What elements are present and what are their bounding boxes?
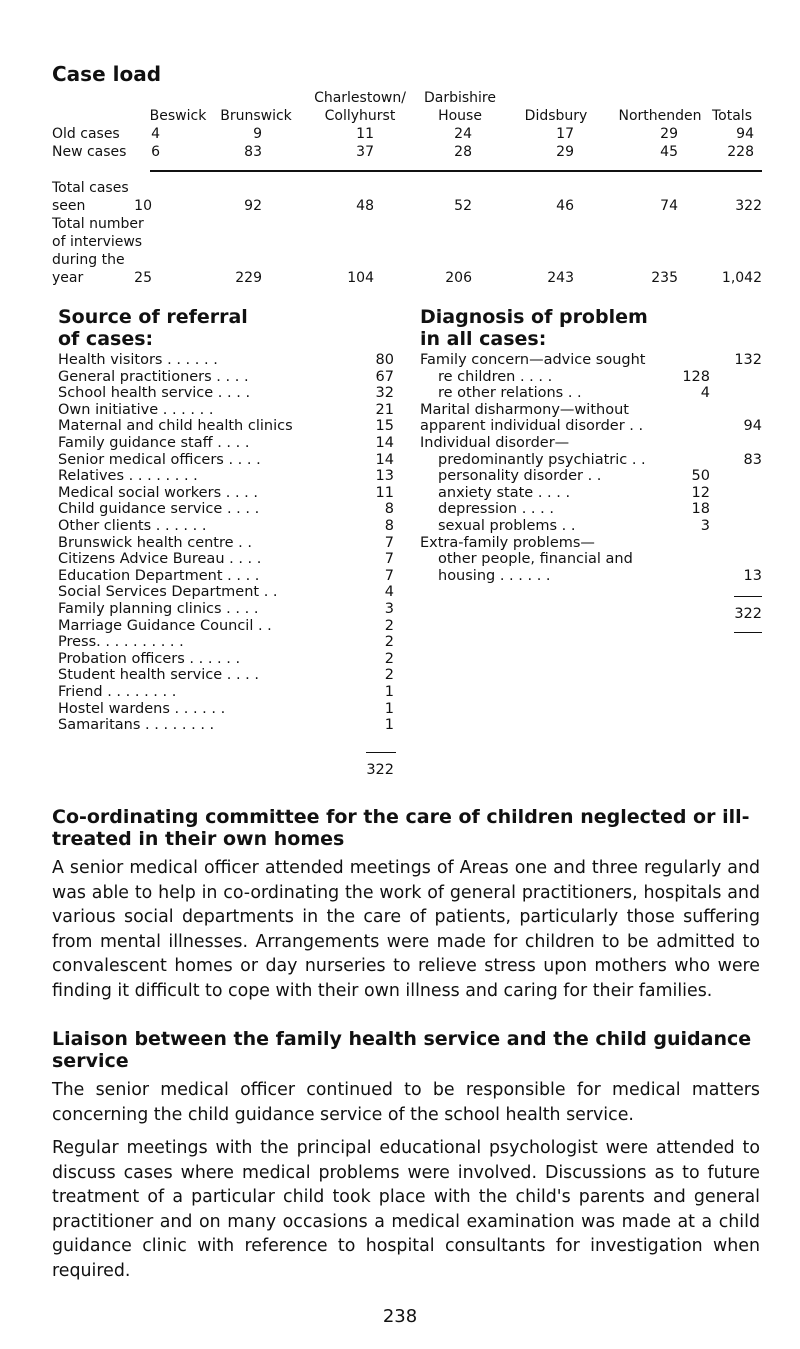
- row-label: New cases: [52, 144, 127, 160]
- cell: 11: [356, 126, 374, 142]
- referral-label: Student health service . . . .: [58, 667, 260, 684]
- cell: 322: [735, 198, 762, 214]
- referral-value: 2: [384, 617, 394, 634]
- row-label: Total cases: [52, 180, 129, 196]
- cell: 229: [235, 270, 262, 286]
- referral-label: Senior medical officers . . . .: [58, 451, 261, 468]
- diagnosis-sub-value: 50: [691, 468, 710, 485]
- diagnosis-label: depression . . . .: [438, 501, 554, 518]
- col-header: Collyhurst: [324, 108, 396, 124]
- diagnosis-label: predominantly psychiatric . .: [438, 451, 646, 468]
- diagnosis-label: sexual problems . .: [438, 518, 576, 534]
- diagnosis-label: housing . . . . . .: [438, 567, 551, 584]
- referral-value: 1: [384, 700, 394, 717]
- page-number: 238: [382, 1306, 418, 1327]
- diagnosis-sub-value: 3: [700, 518, 710, 534]
- caseload-title: Case load: [52, 62, 162, 86]
- referral-label: Citizens Advice Bureau . . . .: [58, 551, 262, 568]
- referral-label: Family planning clinics . . . .: [58, 601, 259, 617]
- referral-total: 322: [366, 762, 394, 778]
- cell: 206: [445, 270, 472, 286]
- referral-value: 32: [375, 385, 394, 402]
- col-header: Northenden: [618, 108, 702, 124]
- section2-paragraph: Regular meetings with the principal educational psychologist were attended to discuss cases where medical problems were involved. Discussions as to future treatment of a particular child took place with the child's parents and general practitioner and on many occasions a medical examination was made at a child guidance clinic with reference to hospital consultants for investigation when required.: [52, 1138, 760, 1281]
- row-label: during the: [52, 252, 125, 268]
- referral-value: 3: [384, 601, 394, 617]
- col-header-line1: Charlestown/: [314, 90, 406, 106]
- row-label: of interviews: [52, 234, 143, 250]
- col-header: Brunswick: [220, 108, 292, 124]
- cell: 45: [660, 144, 678, 160]
- cell: 74: [660, 198, 678, 214]
- referral-value: 21: [375, 401, 394, 418]
- referral-label: Friend . . . . . . . .: [58, 684, 177, 700]
- section1-paragraph: A senior medical officer attended meetings of Areas one and three regularly and was able to help in co-ordinating the work of general practitioners, hospitals and various social departments in the care of patients, particularly those suffering from mental illnesses. Arrangements were made for children to be admitted to convalescent homes or day nurseries to relieve stress upon mothers who were finding it difficult to cope with their own illness and caring for their families.: [52, 858, 760, 1001]
- diagnosis-label: personality disorder . .: [438, 468, 602, 485]
- cell: 17: [556, 126, 574, 142]
- table-rule: [150, 170, 762, 172]
- row-label: Old cases: [52, 126, 120, 142]
- diagnosis-label: apparent individual disorder . .: [420, 418, 644, 435]
- referral-label: Medical social workers . . . .: [58, 484, 258, 501]
- section2-heading: Liaison between the family health service and the child guidance service: [52, 1028, 752, 1072]
- diagnosis-total-value: 132: [734, 352, 762, 368]
- cell: 235: [651, 270, 678, 286]
- referral-value: 1: [384, 717, 394, 734]
- diagnosis-total: 322: [734, 606, 762, 622]
- diagnosis-label: Marital disharmony—without: [420, 401, 629, 418]
- referral-label: Maternal and child health clinics: [58, 418, 293, 435]
- cell: 28: [454, 144, 472, 160]
- col-header: Beswick: [149, 108, 207, 124]
- cell: 104: [347, 270, 374, 286]
- diagnosis-title: Diagnosis of problem: [420, 306, 648, 328]
- referral-value: 15: [375, 418, 394, 435]
- referral-label: Own initiative . . . . . .: [58, 401, 214, 418]
- referral-value: 7: [384, 567, 394, 584]
- referral-value: 7: [384, 551, 394, 568]
- referral-value: 8: [384, 501, 394, 518]
- referral-value: 14: [375, 435, 394, 451]
- diagnosis-label: Family concern—advice sought: [420, 352, 646, 368]
- cell: 92: [244, 198, 262, 214]
- referral-label: Family guidance staff . . . .: [58, 435, 250, 451]
- referral-title: of cases:: [58, 328, 154, 350]
- cell: 10: [134, 198, 152, 214]
- diagnosis-sub-value: 18: [691, 501, 710, 518]
- cell: 9: [253, 126, 262, 142]
- referral-label: Social Services Department . .: [58, 584, 278, 601]
- referral-label: Education Department . . . .: [58, 567, 260, 584]
- referral-value: 80: [375, 352, 394, 368]
- cell: 24: [454, 126, 472, 142]
- cell: 1,042: [721, 270, 762, 286]
- referral-label: School health service . . . .: [58, 385, 251, 402]
- cell: 52: [454, 198, 472, 214]
- referral-value: 1: [384, 684, 394, 700]
- referral-label: Marriage Guidance Council . .: [58, 617, 272, 634]
- col-header: House: [438, 108, 482, 124]
- diagnosis-total-value: 94: [743, 418, 762, 435]
- col-header: Totals: [712, 108, 752, 124]
- diagnosis-label: anxiety state . . . .: [438, 484, 571, 501]
- referral-label: General practitioners . . . .: [58, 368, 249, 385]
- diagnosis-rule: [734, 596, 762, 597]
- diagnosis-total-value: 13: [743, 567, 762, 584]
- row-label: Total number: [52, 216, 144, 232]
- diagnosis-label: re children . . . .: [438, 368, 553, 385]
- referral-label: Health visitors . . . . . .: [58, 352, 218, 368]
- referral-value: 7: [384, 534, 394, 551]
- cell: 29: [556, 144, 574, 160]
- diagnosis-sub-value: 128: [682, 368, 710, 385]
- referral-label: Probation officers . . . . . .: [58, 650, 241, 667]
- diagnosis-title: in all cases:: [420, 328, 547, 350]
- cell: 48: [356, 198, 374, 214]
- referral-value: 2: [384, 650, 394, 667]
- section2-paragraph: The senior medical officer continued to be responsible for medical matters concerning the child guidance service of the school health service.: [52, 1080, 760, 1125]
- cell: 29: [660, 126, 678, 142]
- referral-value: 2: [384, 667, 394, 684]
- referral-label: Brunswick health centre . .: [58, 534, 252, 551]
- section1-heading: Co-ordinating committee for the care of children neglected or ill-treated in their own homes: [52, 806, 750, 850]
- referral-total-rule: [366, 752, 396, 753]
- diagnosis-label: Individual disorder—: [420, 435, 570, 451]
- referral-label: Hostel wardens . . . . . .: [58, 700, 226, 717]
- diagnosis-sub-value: 12: [691, 484, 710, 501]
- col-header: Didsbury: [524, 108, 588, 124]
- diagnosis-total-value: 83: [743, 451, 762, 468]
- referral-value: 14: [375, 451, 394, 468]
- diagnosis-sub-value: 4: [700, 385, 710, 402]
- row-label: year: [52, 270, 84, 286]
- row-label: seen: [52, 198, 86, 214]
- referral-title: Source of referral: [58, 306, 248, 328]
- cell: 83: [244, 144, 262, 160]
- referral-value: 4: [384, 584, 394, 601]
- cell: 4: [151, 126, 160, 142]
- referral-value: 13: [375, 468, 394, 485]
- referral-label: Relatives . . . . . . . .: [58, 468, 198, 485]
- cell: 6: [151, 144, 160, 160]
- cell: 25: [134, 270, 152, 286]
- cell: 46: [556, 198, 574, 214]
- col-header-line1: Darbishire: [423, 90, 496, 106]
- diagnosis-label: re other relations . .: [438, 385, 582, 402]
- diagnosis-label: other people, financial and: [438, 551, 633, 568]
- referral-value: 67: [375, 368, 394, 385]
- referral-label: Child guidance service . . . .: [58, 501, 260, 518]
- cell: 94: [736, 126, 754, 142]
- referral-label: Press. . . . . . . . . .: [58, 634, 184, 651]
- referral-value: 2: [384, 634, 394, 651]
- referral-label: Samaritans . . . . . . . .: [58, 717, 215, 734]
- cell: 37: [356, 144, 374, 160]
- cell: 228: [727, 144, 754, 160]
- diagnosis-label: Extra-family problems—: [420, 534, 595, 551]
- referral-label: Other clients . . . . . .: [58, 518, 207, 534]
- referral-value: 8: [384, 518, 394, 534]
- diagnosis-rule: [734, 632, 762, 633]
- cell: 243: [547, 270, 574, 286]
- referral-value: 11: [375, 484, 394, 501]
